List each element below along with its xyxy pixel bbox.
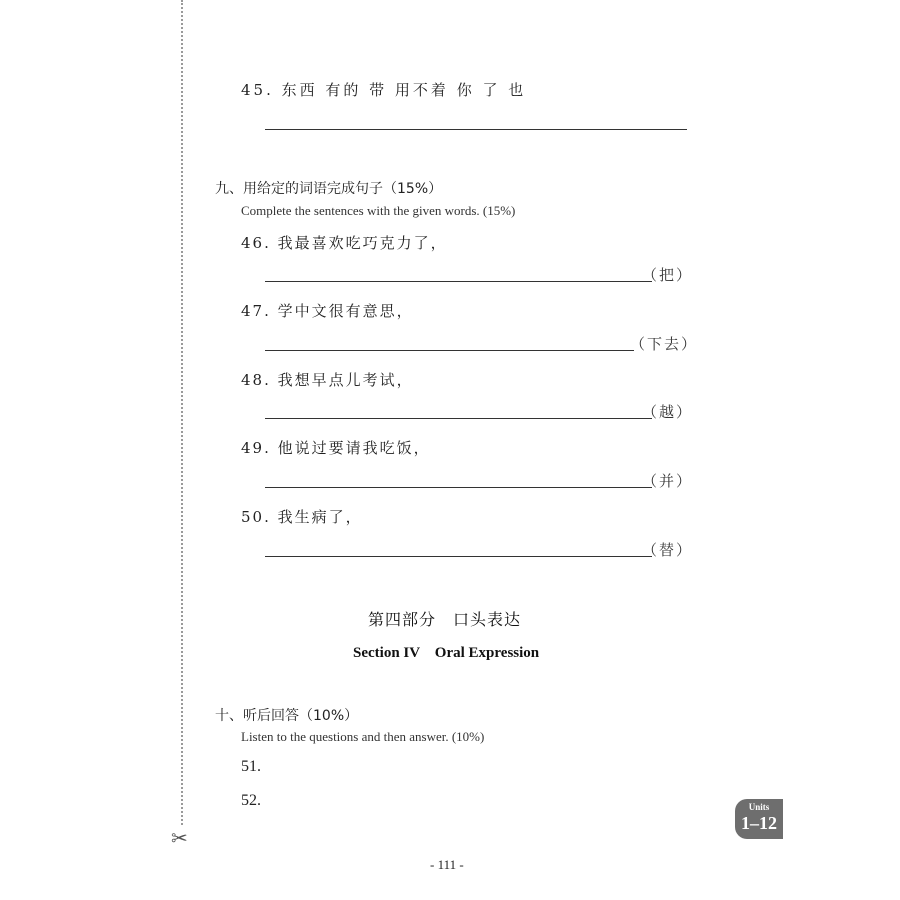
question-46: 46. 我最喜欢吃巧克力了， [241, 234, 448, 252]
answer-line-48[interactable] [265, 418, 652, 419]
part-4-title-en: Section IV Oral Expression [353, 645, 540, 661]
cut-line [181, 0, 183, 825]
question-51: 51. [241, 758, 261, 775]
answer-line-47[interactable] [265, 350, 634, 351]
section-9-heading: 九、用给定的词语完成句子（15%） [215, 181, 443, 197]
question-52: 52. [241, 792, 261, 809]
question-48: 48. 我想早点儿考试， [241, 371, 414, 389]
units-tab [735, 799, 783, 839]
units-range: 1–12 [741, 813, 777, 833]
section-10-heading-en: Listen to the questions and then answer. (10%) [241, 729, 485, 744]
answer-line-45[interactable] [265, 129, 687, 130]
hint-47: （下去） [630, 335, 699, 353]
section-9-heading-en: Complete the sentences with the given words. (15%) [241, 203, 516, 218]
answer-line-46[interactable] [265, 281, 652, 282]
hint-50: （替） [642, 541, 694, 559]
scissors-icon: ✂ [171, 826, 188, 850]
answer-line-49[interactable] [265, 487, 652, 488]
part-4-title: 第四部分 口头表达 [368, 610, 522, 629]
question-49: 49. 他说过要请我吃饭， [241, 439, 431, 457]
page-number: - 111 - [430, 857, 464, 872]
hint-48: （越） [642, 403, 694, 421]
units-label: Units [748, 802, 770, 812]
question-45: 45. 东西 有的 带 用不着 你 了 也 [241, 81, 527, 99]
hint-46: （把） [642, 266, 694, 284]
answer-line-50[interactable] [265, 556, 652, 557]
hint-49: （并） [642, 472, 694, 490]
question-50: 50. 我生病了， [241, 508, 363, 526]
question-47: 47. 学中文很有意思， [241, 302, 414, 320]
section-10-heading: 十、听后回答（10%） [215, 708, 359, 724]
